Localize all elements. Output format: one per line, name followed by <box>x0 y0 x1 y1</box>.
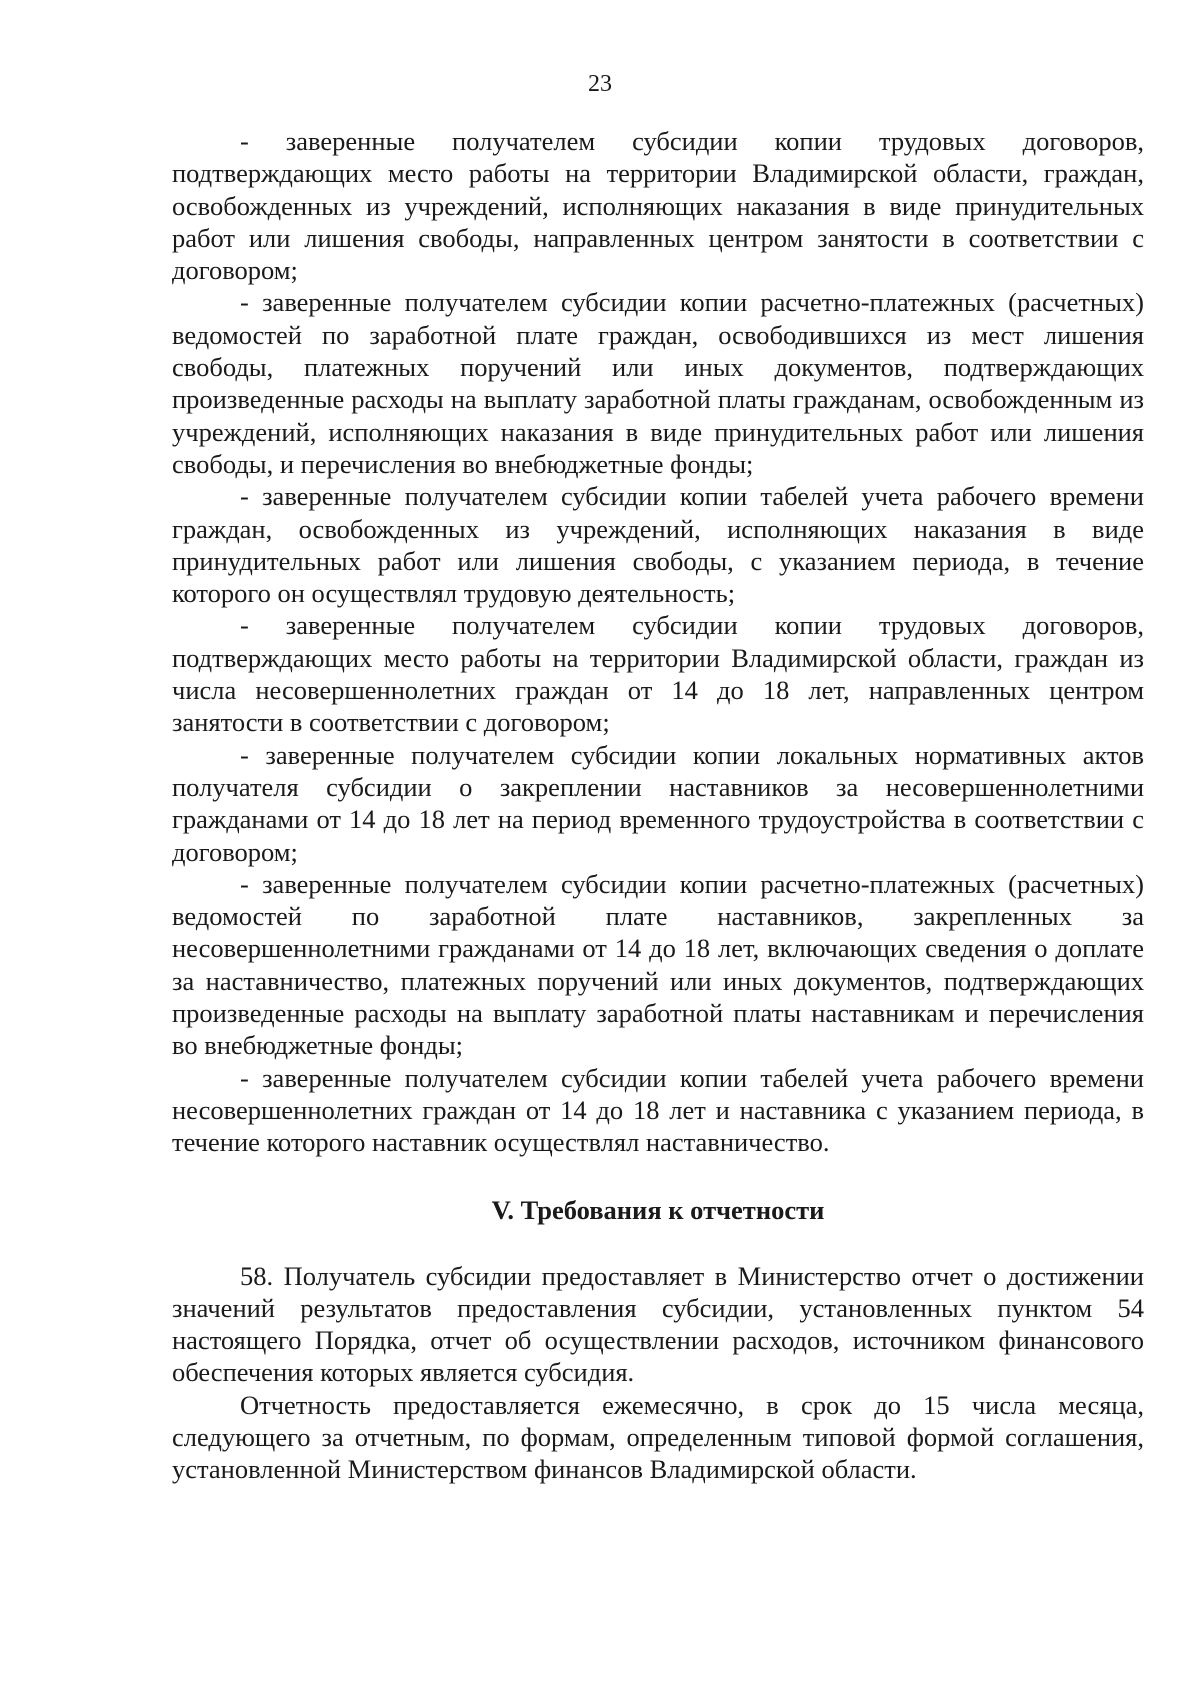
list-item: - заверенные получателем субсидии копии расчетно-платежных (расчетных) ведомостей по заработной плате наставников, закрепленных за несовершеннолетними гражданами от 14 до 18 лет, включающих сведения о доплате за наставничество, платежных поручений или иных документов, подтверждающих произведенные расходы на выплату заработной платы наставникам и перечисления во внебюджетные фонды; <box>172 868 1144 1061</box>
list-item: - заверенные получателем субсидии копии табелей учета рабочего времени несовершеннолетних граждан от 14 до 18 лет и наставника с указанием периода, в течение которого наставник осуществлял наставничество. <box>172 1062 1144 1158</box>
list-item: - заверенные получателем субсидии копии трудовых договоров, подтверждающих место работы на территории Владимирской области, граждан из числа несовершеннолетних граждан от 14 до 18 лет, направленных центром занятости в соответствии с договором; <box>172 610 1144 738</box>
list-item: - заверенные получателем субсидии копии локальных нормативных актов получателя субсидии о закреплении наставников за несовершеннолетними гражданами от 14 до 18 лет на период временного трудоустройства в соответствии с договором; <box>172 739 1144 867</box>
list-item: - заверенные получателем субсидии копии расчетно-платежных (расчетных) ведомостей по заработной плате граждан, освободившихся из мест лишения свободы, платежных поручений или иных документов, подтверждающих произведенные расходы на выплату заработной платы гражданам, освобожденным из учреждений, исполняющих наказания в виде принудительных работ или лишения свободы, и перечисления во внебюджетные фонды; <box>172 287 1144 479</box>
list-item: - заверенные получателем субсидии копии трудовых договоров, подтверждающих место работы на территории Владимирской области, граждан, освобожденных из учреждений, исполняющих наказания в виде принудительных работ или лишения свободы, направленных центром занятости в соответствии с договором; <box>172 126 1144 286</box>
paragraph-58: 58. Получатель субсидии предоставляет в Министерство отчет о достижении значений результатов предоставления субсидии, установленных пунктом 54 настоящего Порядка, отчет об осуществлении расходов, источником финансового обеспечения которых является субсидия. <box>172 1260 1144 1388</box>
paragraph-reporting: Отчетность предоставляется ежемесячно, в срок до 15 числа месяца, следующего за отчетным, по формам, определенным типовой формой соглашения, установленной Министерством финансов Владимирской области. <box>172 1389 1144 1485</box>
page-number: 23 <box>588 71 612 97</box>
list-item: - заверенные получателем субсидии копии табелей учета рабочего времени граждан, освобожденных из учреждений, исполняющих наказания в виде принудительных работ или лишения свободы, с указанием периода, в течение которого он осуществлял трудовую деятельность; <box>172 481 1144 609</box>
section-heading: V. Требования к отчетности <box>491 1194 825 1225</box>
document-body <box>172 125 1144 1486</box>
